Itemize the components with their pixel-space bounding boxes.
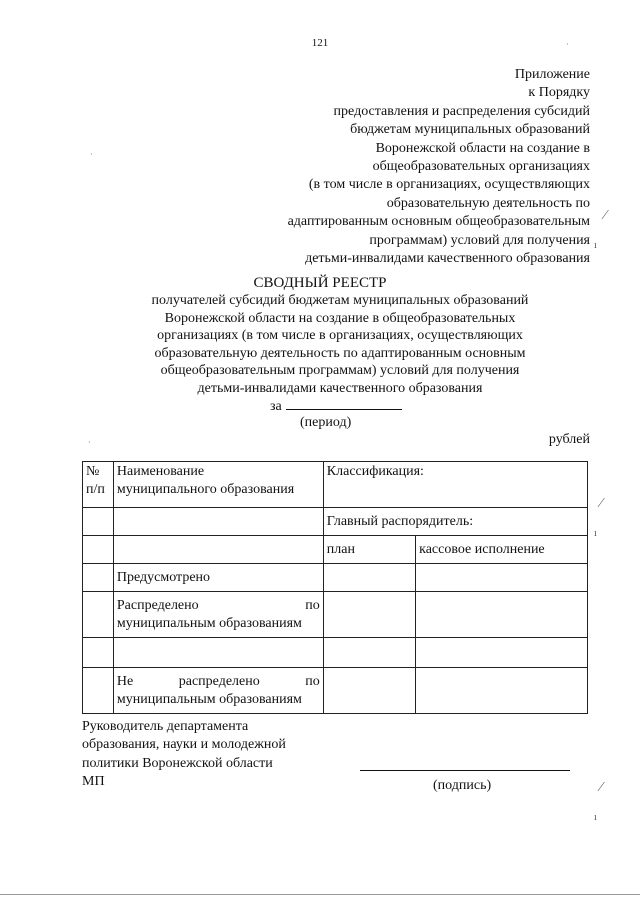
scan-mark: · (90, 150, 93, 159)
signature-block (82, 718, 286, 792)
subtitle-line: получателей субсидий бюджетам муниципальных образований (151, 293, 529, 308)
empty-cell (323, 564, 415, 592)
appendix-line: бюджетам муниципальных образований (350, 122, 590, 138)
appendix-line: (в том числе в организациях, осуществляющих (308, 177, 590, 193)
scan-mark: ı (594, 812, 597, 823)
row-undistributed-word: по (305, 673, 320, 689)
scan-mark: · (566, 40, 569, 49)
period-blank-line (286, 396, 402, 410)
document-title: СВОДНЫЙ РЕЕСТР (253, 275, 387, 291)
appendix-line: к Порядку (528, 85, 590, 101)
plan-header-cell (323, 536, 415, 564)
row-undistributed-line2: муниципальным образованиям (116, 691, 302, 707)
empty-cell (323, 638, 415, 668)
row-undistributed-word: Не (116, 673, 134, 689)
registry-table (82, 461, 588, 714)
row-distributed-line1 (117, 597, 320, 615)
header-name-line1: Наименование (116, 464, 205, 479)
document-subtitle (80, 292, 600, 398)
signature-caption: (подпись) (433, 778, 492, 793)
empty-cell (323, 668, 415, 714)
appendix-line: адаптированным основным общеобразовательным (287, 214, 590, 230)
scan-mark: ⁄ (600, 780, 603, 795)
execution-header-cell (416, 536, 588, 564)
empty-cell (416, 592, 588, 638)
page-number: 121 (311, 37, 329, 49)
signature-line-text: политики Воронежской области (82, 755, 273, 771)
empty-cell (83, 592, 114, 638)
period-caption: (период) (300, 415, 352, 430)
empty-cell (83, 564, 114, 592)
subtitle-line: общеобразовательным программам) условий для получения (160, 363, 520, 379)
subtitle-line: организациях (в том числе в организациях, осуществляющих (157, 328, 523, 344)
empty-cell (113, 638, 323, 668)
empty-cell (323, 592, 415, 638)
subtitle-line: Воронежской области на создание в общеобразовательных (164, 310, 516, 326)
appendix-line: общеобразовательных организациях (372, 159, 590, 175)
scan-mark: ⁄ (600, 496, 603, 511)
signature-line-text: образования, науки и молодежной (82, 737, 286, 753)
row-planned-label: Предусмотрено (116, 569, 211, 585)
row-distributed-word: Распределено (116, 597, 199, 613)
empty-cell (83, 536, 114, 564)
appendix-line: Воронежской области на создание в (375, 140, 590, 156)
scan-mark: ı (594, 528, 597, 539)
appendix-line: детьми-инвалидами качественного образования (305, 251, 590, 267)
empty-cell (83, 638, 114, 668)
scan-bottom-edge (0, 894, 640, 895)
period-prefix: за (270, 399, 282, 414)
empty-cell (83, 668, 114, 714)
table-row (83, 564, 588, 592)
row-undistributed-line1 (117, 673, 320, 691)
stamp-place-label: МП (82, 774, 105, 790)
appendix-line: Приложение (514, 67, 590, 82)
row-distributed-word: по (305, 597, 320, 613)
plan-header: план (326, 541, 355, 557)
signature-blank-line (360, 770, 570, 771)
appendix-header (230, 66, 590, 268)
table-row (83, 536, 588, 564)
appendix-line: предоставления и распределения субсидий (333, 103, 590, 119)
header-name-cell (113, 462, 323, 508)
empty-cell (416, 638, 588, 668)
row-undistributed-cell (113, 668, 323, 714)
empty-cell (113, 536, 323, 564)
units-label: рублей (548, 432, 590, 447)
table-row (83, 638, 588, 668)
execution-header: кассовое исполнение (419, 541, 545, 557)
header-num-cell (83, 462, 114, 508)
chief-manager-label: Главный распорядитель: (326, 513, 474, 529)
table-row (83, 592, 588, 638)
table-row (83, 508, 588, 536)
appendix-line: образовательную деятельность по (386, 195, 590, 211)
scan-mark: · (88, 438, 91, 447)
empty-cell (83, 508, 114, 536)
subtitle-line: детьми-инвалидами качественного образования (197, 380, 483, 396)
header-num-line2: п/п (86, 481, 105, 497)
empty-cell (416, 564, 588, 592)
header-name-line2: муниципального образования (116, 481, 295, 497)
empty-cell (416, 668, 588, 714)
chief-manager-cell (323, 508, 587, 536)
table-row (83, 462, 588, 508)
classification-cell (323, 462, 587, 508)
scan-mark: ı (594, 240, 597, 251)
table-row (83, 668, 588, 714)
empty-cell (113, 508, 323, 536)
period-field (270, 396, 402, 416)
subtitle-line: образовательную деятельность по адаптированным основным (154, 345, 526, 361)
row-planned-cell (113, 564, 323, 592)
classification-label: Классификация: (326, 464, 424, 479)
header-num-line1: № (86, 464, 100, 479)
row-distributed-line2: муниципальным образованиям (116, 615, 302, 631)
signature-line-text: Руководитель департамента (82, 719, 249, 734)
appendix-line: программам) условий для получения (369, 232, 590, 248)
row-undistributed-word: распределено (178, 673, 260, 689)
scan-mark: ⁄ (604, 208, 607, 223)
row-distributed-cell (113, 592, 323, 638)
